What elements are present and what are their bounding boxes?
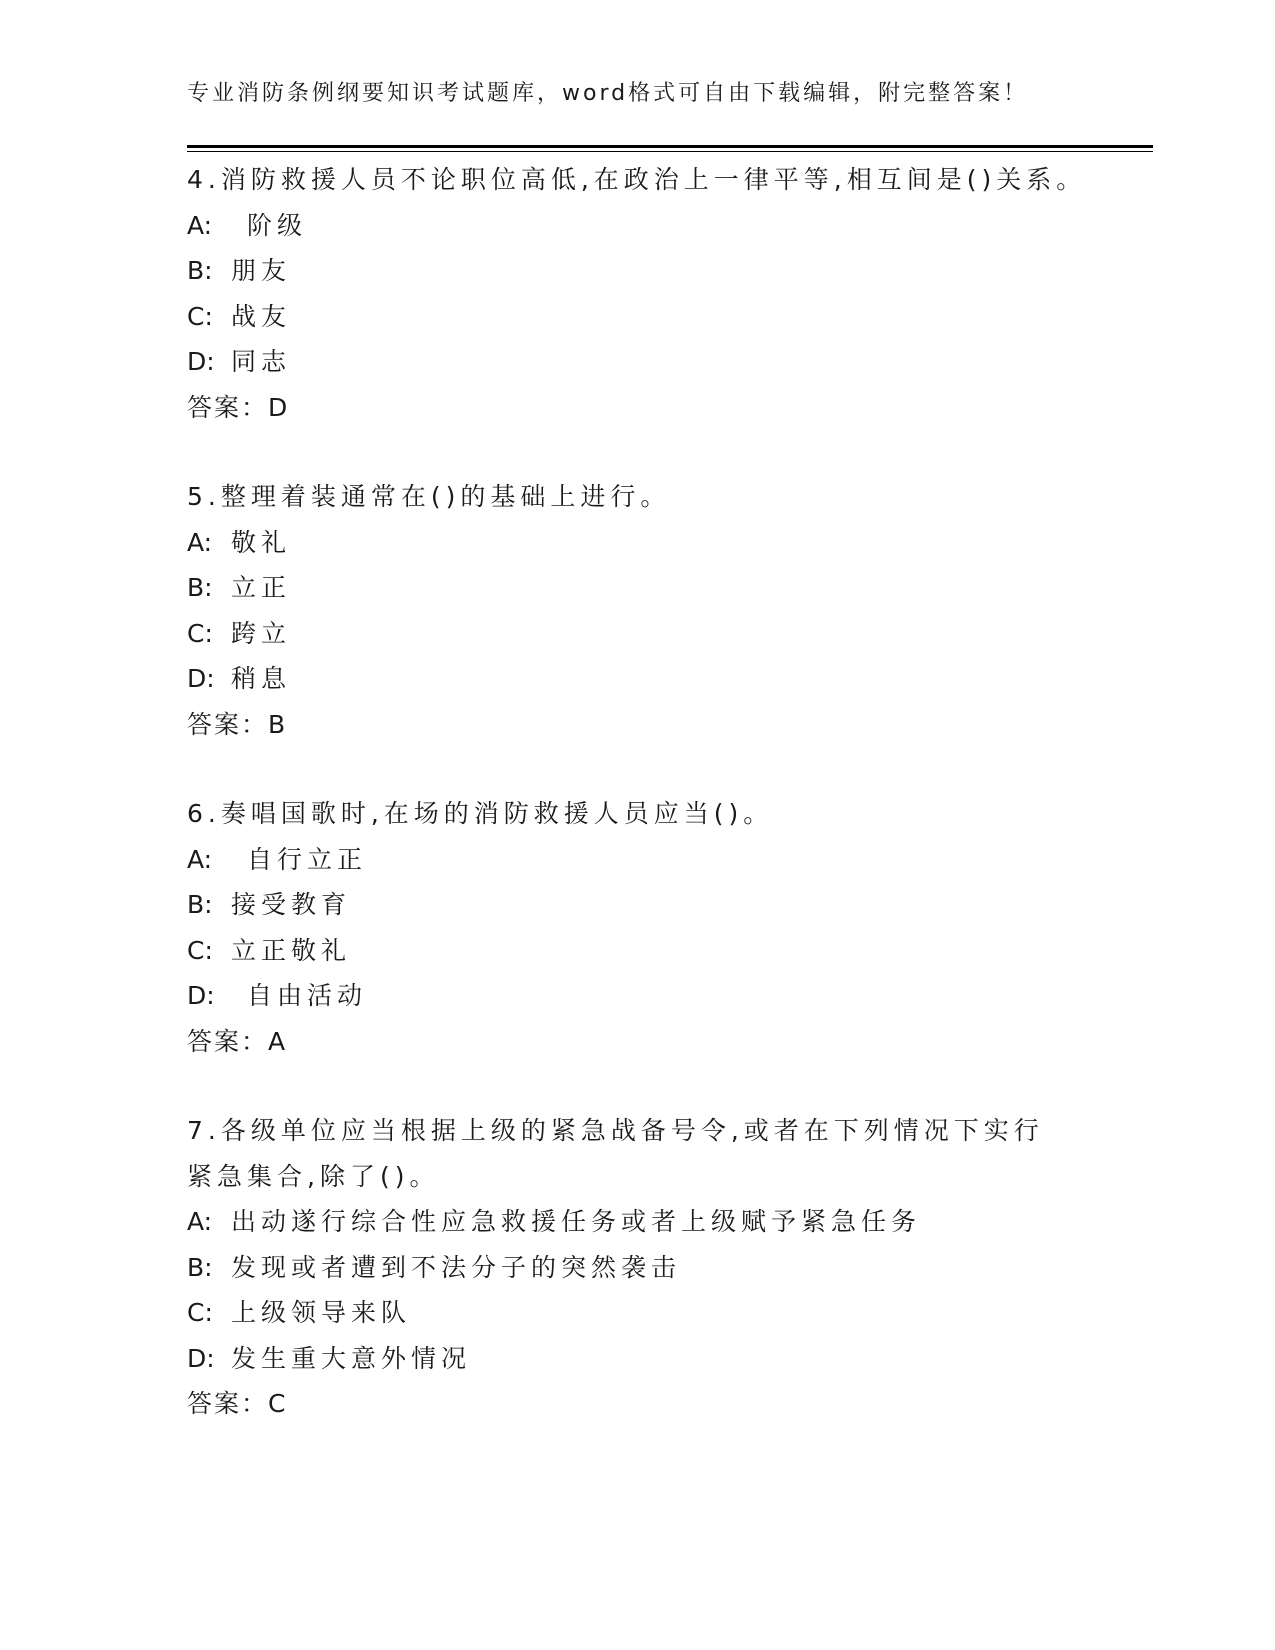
option-a (187, 203, 1127, 249)
option-key: A: (187, 1207, 213, 1236)
option-key: B: (187, 1252, 213, 1282)
page-header: 专业消防条例纲要知识考试题库，word格式可自由下载编辑，附完整答案！ (187, 81, 1029, 106)
option-a (187, 1199, 1127, 1245)
option-d (187, 339, 1127, 385)
answer-line: 答案：B (187, 709, 288, 739)
option-key: D: (187, 347, 215, 376)
question-text: 4.消防救援人员不论职位高低,在政治上一律平等,相互间是()关系。 (187, 165, 1087, 194)
option-text: 自行立正 (247, 844, 368, 874)
option-key: B: (187, 256, 213, 285)
option-text: 敬礼 (231, 527, 292, 557)
option-text: 朋友 (231, 256, 292, 285)
option-text: 跨立 (231, 618, 292, 648)
option-b (187, 882, 1127, 928)
option-text: 立正敬礼 (231, 935, 352, 965)
option-key: D: (187, 1343, 215, 1373)
question-text: 7.各级单位应当根据上级的紧急战备号令,或者在下列情况下实行紧急集合,除了()。 (187, 1116, 1044, 1191)
option-c (187, 928, 1127, 974)
option-key: A: (187, 210, 213, 240)
question-7 (187, 1108, 1127, 1427)
option-text: 发生重大意外情况 (231, 1343, 472, 1373)
option-a (187, 520, 1127, 566)
answer-line: 答案：D (187, 392, 290, 422)
option-text: 战友 (231, 301, 292, 331)
option-text: 上级领导来队 (231, 1298, 412, 1327)
option-text: 出动遂行综合性应急救援任务或者上级赋予紧急任务 (231, 1207, 922, 1236)
answer-line: 答案：C (187, 1389, 288, 1418)
question-text: 5.整理着装通常在()的基础上进行。 (187, 482, 671, 511)
option-text: 同志 (231, 347, 292, 376)
option-d (187, 1336, 1127, 1382)
option-d (187, 656, 1127, 702)
option-key: A: (187, 527, 213, 557)
option-text: 发现或者遭到不法分子的突然袭击 (231, 1252, 682, 1282)
question-4 (187, 157, 1127, 430)
option-key: C: (187, 618, 213, 648)
option-text: 自由活动 (247, 981, 368, 1010)
option-text: 阶级 (247, 210, 308, 240)
question-5 (187, 474, 1127, 747)
option-c (187, 294, 1127, 340)
option-d (187, 973, 1127, 1019)
option-key: C: (187, 301, 213, 331)
option-a (187, 837, 1127, 883)
option-text: 接受教育 (231, 890, 352, 919)
option-key: B: (187, 890, 213, 919)
option-key: C: (187, 935, 213, 965)
header-rule-thin (187, 151, 1153, 152)
option-key: D: (187, 664, 215, 693)
option-text: 稍息 (231, 664, 292, 693)
option-c (187, 611, 1127, 657)
option-b (187, 1245, 1127, 1291)
option-text: 立正 (231, 573, 292, 602)
option-key: B: (187, 573, 213, 602)
option-b (187, 565, 1127, 611)
question-6 (187, 791, 1127, 1064)
option-key: C: (187, 1298, 213, 1327)
option-key: D: (187, 981, 215, 1010)
header-rule-thick (187, 145, 1153, 148)
option-key: A: (187, 844, 213, 874)
option-b (187, 248, 1127, 294)
question-list (187, 157, 1127, 1471)
question-text: 6.奏唱国歌时,在场的消防救援人员应当()。 (187, 799, 774, 828)
option-c (187, 1290, 1127, 1336)
answer-line: 答案：A (187, 1026, 288, 1056)
